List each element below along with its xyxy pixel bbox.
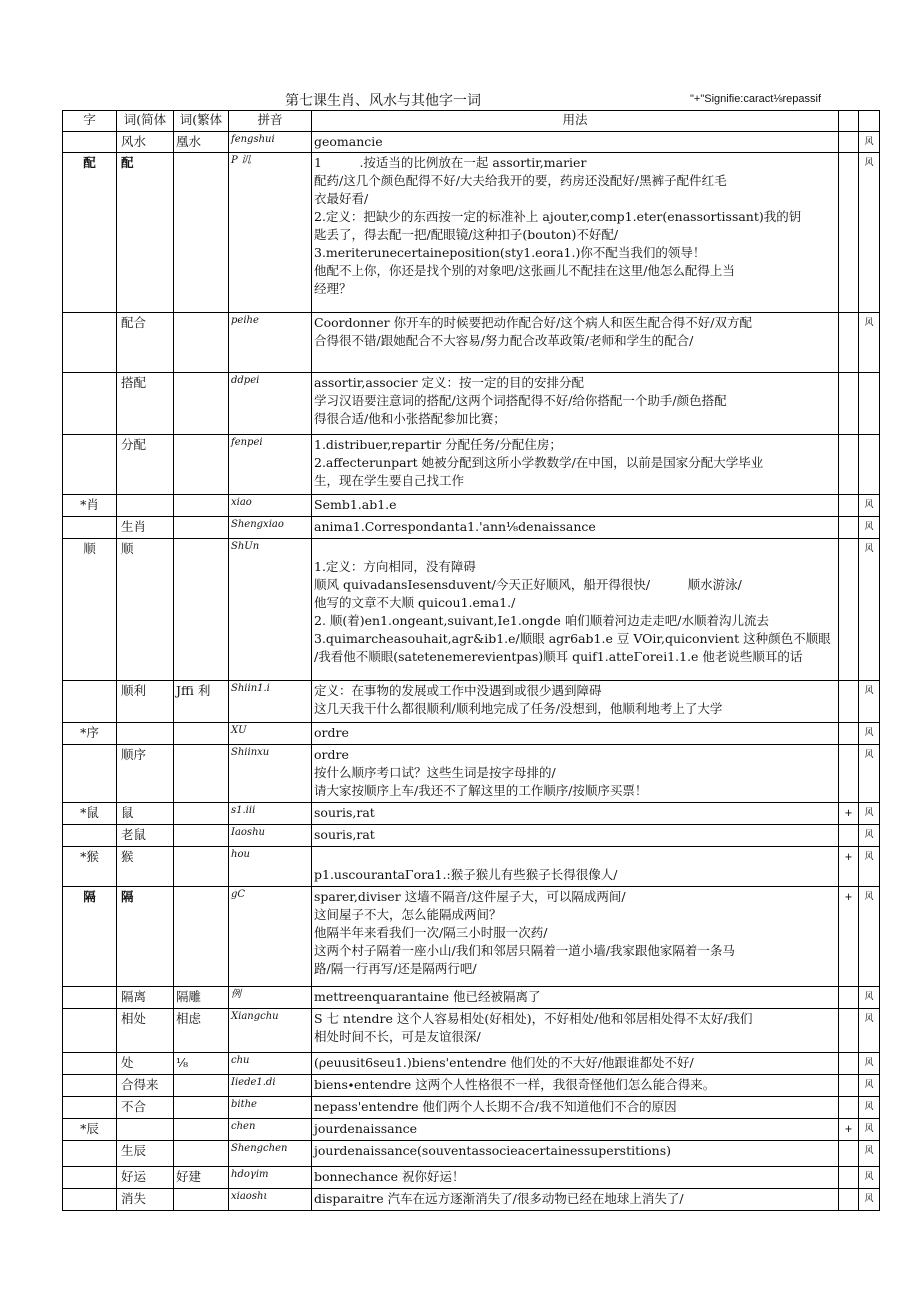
table-row — [63, 1075, 880, 1097]
row-character — [63, 681, 117, 723]
row-radical-mark: 风 — [859, 745, 880, 803]
row-traditional-word — [174, 1141, 229, 1167]
row-simplified-word: 鼠 — [117, 803, 174, 825]
usage-line: biens∙entendre 这两个人性格很不一样，我很奇怪他们怎么能合得来。 — [314, 1077, 716, 1092]
row-plus-mark — [839, 1075, 859, 1097]
row-plus-mark — [839, 153, 859, 313]
row-plus-mark — [839, 539, 859, 681]
row-radical-mark: 风 — [859, 987, 880, 1009]
usage-line: 顺风 quivadansIesensduvent/今天正好顺风，船开得很快/ 顺水游泳/ — [314, 577, 742, 592]
row-pinyin: XU — [229, 723, 312, 745]
column-header-simplified: 词(简体 — [117, 111, 174, 132]
usage-line: 这几天我干什么都很顺利/顺利地完成了任务/没想到，他顺利地考上了大学 — [314, 701, 723, 716]
row-traditional-word — [174, 1189, 229, 1211]
row-plus-mark — [839, 435, 859, 495]
row-radical-mark — [859, 373, 880, 435]
usage-line: (ρeuusit6seu1.)biens'entendre 他们处的不大好/他跟谁都处不好/ — [314, 1055, 694, 1070]
column-header-usage: 用法 — [312, 111, 839, 132]
usage-line: disparaitre 汽车在远方逐渐消失了/很多动物已经在地球上消失了/ — [314, 1191, 684, 1206]
row-plus-mark — [839, 1009, 859, 1053]
row-simplified-word: 配 — [117, 153, 174, 313]
table-row — [63, 153, 880, 313]
row-radical-mark: 风 — [859, 1119, 880, 1141]
row-usage — [312, 745, 839, 803]
row-traditional-word: 隔雕 — [174, 987, 229, 1009]
usage-line: sparer,diviser 这墙不隔音/这件屋子大，可以隔成两间/ — [314, 889, 626, 904]
table-header-row — [63, 111, 880, 132]
row-simplified-word: 隔 — [117, 887, 174, 987]
usage-line: 这间屋子不大，怎么能隔成两间？ — [314, 907, 502, 922]
usage-line: S 七 ntendre 这个人容易相处(好相处)，不好相处/他和邻居相处得不太好/我们 — [314, 1011, 753, 1026]
column-header-radical — [859, 111, 880, 132]
row-character — [63, 1009, 117, 1053]
row-plus-mark: + — [839, 887, 859, 987]
row-usage — [312, 1053, 839, 1075]
row-radical-mark: 风 — [859, 825, 880, 847]
table-row — [63, 1009, 880, 1053]
row-plus-mark — [839, 1189, 859, 1211]
usage-line: geomancie — [314, 134, 383, 149]
usage-line: bonnechance 祝你好运！ — [314, 1169, 465, 1184]
table-row — [63, 1189, 880, 1211]
table-row — [63, 1097, 880, 1119]
row-radical-mark: 风 — [859, 1189, 880, 1211]
row-plus-mark — [839, 517, 859, 539]
usage-line: 1.distribuer,repartir 分配任务/分配住房； — [314, 437, 562, 452]
row-simplified-word: 老鼠 — [117, 825, 174, 847]
row-plus-mark — [839, 1053, 859, 1075]
usage-line: 匙丢了，得去配一把/配眼镜/这种扣子(bouton)不好配/ — [314, 227, 619, 242]
page-title: 第七课生肖、风水与其他字一词 — [285, 93, 481, 109]
table-row — [63, 745, 880, 803]
row-plus-mark: + — [839, 1119, 859, 1141]
row-usage — [312, 517, 839, 539]
row-pinyin: Shiin1.i — [229, 681, 312, 723]
row-usage — [312, 681, 839, 723]
row-usage — [312, 373, 839, 435]
row-traditional-word — [174, 803, 229, 825]
row-plus-mark — [839, 723, 859, 745]
table-row — [63, 539, 880, 681]
usage-line: jourdenaissance — [314, 1121, 418, 1136]
row-usage — [312, 495, 839, 517]
row-usage — [312, 723, 839, 745]
row-pinyin: Shengxiao — [229, 517, 312, 539]
usage-line: 他隔半年来看我们一次/隔三小时服一次药/ — [314, 925, 548, 940]
row-radical-mark: 风 — [859, 1141, 880, 1167]
usage-line: 得很合适/他和小张搭配参加比赛； — [314, 411, 506, 426]
row-usage — [312, 313, 839, 373]
usage-line: 定义：在事物的发展或工作中没遇到或很少遇到障碍 — [314, 683, 602, 698]
row-usage — [312, 153, 839, 313]
row-simplified-word: 生辰 — [117, 1141, 174, 1167]
row-pinyin: xiao — [229, 495, 312, 517]
table-row — [63, 1167, 880, 1189]
row-traditional-word: 凰水 — [174, 132, 229, 153]
row-plus-mark — [839, 1097, 859, 1119]
row-radical-mark: 风 — [859, 1075, 880, 1097]
table-row — [63, 847, 880, 887]
row-simplified-word: 消失 — [117, 1189, 174, 1211]
row-character — [63, 1075, 117, 1097]
row-usage — [312, 435, 839, 495]
row-simplified-word — [117, 723, 174, 745]
row-usage — [312, 987, 839, 1009]
row-simplified-word: 猴 — [117, 847, 174, 887]
row-plus-mark — [839, 1141, 859, 1167]
table-body — [63, 132, 880, 1211]
row-pinyin: Shengchen — [229, 1141, 312, 1167]
row-usage — [312, 539, 839, 681]
usage-line: ordre — [314, 725, 349, 740]
row-simplified-word — [117, 1119, 174, 1141]
row-radical-mark: 风 — [859, 313, 880, 373]
row-radical-mark: 风 — [859, 1167, 880, 1189]
row-character: *辰 — [63, 1119, 117, 1141]
row-traditional-word — [174, 1119, 229, 1141]
usage-line: 3.meriterunecertaineposition(sty1.eora1.)你不配当我们的领导！ — [314, 245, 706, 260]
row-radical-mark: 风 — [859, 803, 880, 825]
row-traditional-word — [174, 745, 229, 803]
table-row — [63, 495, 880, 517]
row-character — [63, 373, 117, 435]
usage-line: /我看他不顺眼(satetenemerevientpas)顺耳 quif1.atteΓorei1.1.e 他老说些顺耳的话 — [314, 649, 803, 664]
row-simplified-word: 顺利 — [117, 681, 174, 723]
usage-line: p1.uscourantaΓora1.:猴子猴儿有些猴子长得很像人/ — [314, 867, 618, 882]
row-usage — [312, 1119, 839, 1141]
row-usage — [312, 132, 839, 153]
row-pinyin: ShUn — [229, 539, 312, 681]
column-header-traditional: 词(繁体 — [174, 111, 229, 132]
row-simplified-word: 搭配 — [117, 373, 174, 435]
row-traditional-word — [174, 1075, 229, 1097]
row-character — [63, 745, 117, 803]
row-character: *鼠 — [63, 803, 117, 825]
row-traditional-word — [174, 313, 229, 373]
table-row — [63, 313, 880, 373]
row-pinyin: 例 — [229, 987, 312, 1009]
row-simplified-word: 风水 — [117, 132, 174, 153]
row-pinyin: P 讥 — [229, 153, 312, 313]
row-traditional-word: Jffi 利 — [174, 681, 229, 723]
header-note: "+"Signifie:caract⅛repassif — [690, 93, 822, 105]
table-row — [63, 681, 880, 723]
row-traditional-word: 相虑 — [174, 1009, 229, 1053]
table-row — [63, 1141, 880, 1167]
usage-line: souris,rat — [314, 827, 375, 842]
table-row — [63, 373, 880, 435]
usage-line: 2.定义：把缺少的东西按一定的标准补上 ajouter,comp1.eter(enassortissant)我的钥 — [314, 209, 802, 224]
usage-line: souris,rat — [314, 805, 375, 820]
row-traditional-word: 好建 — [174, 1167, 229, 1189]
row-usage — [312, 825, 839, 847]
row-simplified-word: 好运 — [117, 1167, 174, 1189]
usage-line — [314, 848, 836, 866]
row-character — [63, 1189, 117, 1211]
row-plus-mark — [839, 373, 859, 435]
table-row — [63, 987, 880, 1009]
row-character — [63, 1053, 117, 1075]
usage-line: 他配不上你，你还是找个别的对象吧/这张画儿不配挂在这里/他怎么配得上当 — [314, 263, 735, 278]
row-pinyin: ddpei — [229, 373, 312, 435]
row-usage — [312, 1141, 839, 1167]
row-usage — [312, 847, 839, 887]
row-plus-mark — [839, 681, 859, 723]
usage-line — [314, 540, 836, 558]
row-character: *序 — [63, 723, 117, 745]
usage-line: 1.定义：方向相同，没有障碍 — [314, 559, 476, 574]
row-character: 配 — [63, 153, 117, 313]
row-character — [63, 1167, 117, 1189]
usage-line: 经理？ — [314, 281, 352, 296]
row-traditional-word — [174, 887, 229, 987]
row-simplified-word: 隔离 — [117, 987, 174, 1009]
row-pinyin: gC — [229, 887, 312, 987]
vocabulary-table — [62, 110, 880, 1211]
row-pinyin: fenpei — [229, 435, 312, 495]
usage-line: anima1.Correspondanta1.'ann⅛denaissance — [314, 519, 596, 534]
row-pinyin: hou — [229, 847, 312, 887]
row-usage — [312, 1097, 839, 1119]
table-row — [63, 887, 880, 987]
row-pinyin: Iiede1.di — [229, 1075, 312, 1097]
usage-line: 3.quimarcheasouhait,agr&ib1.e/顺眼 agr6ab1.e 豆 VOir,quiconvient 这种颜色不顺眼 — [314, 631, 831, 646]
row-radical-mark: 风 — [859, 539, 880, 681]
row-pinyin: chu — [229, 1053, 312, 1075]
row-traditional-word: ⅛ — [174, 1053, 229, 1075]
usage-line: 合得很不错/跟她配合不大容易/努力配合改革政策/老师和学生的配合/ — [314, 333, 694, 348]
row-simplified-word: 顺序 — [117, 745, 174, 803]
row-simplified-word: 生肖 — [117, 517, 174, 539]
row-character — [63, 825, 117, 847]
row-pinyin: hdoγim — [229, 1167, 312, 1189]
usage-line: 这两个村子隔着一座小山/我们和邻居只隔着一道小墙/我家跟他家隔着一条马 — [314, 943, 735, 958]
row-plus-mark — [839, 825, 859, 847]
row-character: 顺 — [63, 539, 117, 681]
row-traditional-word — [174, 373, 229, 435]
column-header-plus — [839, 111, 859, 132]
table-row — [63, 1119, 880, 1141]
row-simplified-word: 合得来 — [117, 1075, 174, 1097]
row-radical-mark — [859, 435, 880, 495]
row-traditional-word — [174, 539, 229, 681]
usage-line: 请大家按顺序上车/我还不了解这里的工作顺序/按顺序买票！ — [314, 783, 648, 798]
row-radical-mark: 风 — [859, 132, 880, 153]
usage-line: 2.affecterunpart 她被分配到这所小学教数学/在中国，以前是国家分配大学毕业 — [314, 455, 764, 470]
column-header-pinyin: 拼音 — [229, 111, 312, 132]
row-usage — [312, 1075, 839, 1097]
row-simplified-word: 相处 — [117, 1009, 174, 1053]
row-character — [63, 435, 117, 495]
row-plus-mark — [839, 132, 859, 153]
row-traditional-word — [174, 825, 229, 847]
table-row — [63, 1053, 880, 1075]
row-pinyin: s1.iii — [229, 803, 312, 825]
row-plus-mark — [839, 313, 859, 373]
row-usage — [312, 1167, 839, 1189]
row-radical-mark: 风 — [859, 681, 880, 723]
row-character: *猴 — [63, 847, 117, 887]
usage-line: 学习汉语要注意词的搭配/这两个词搭配得不好/给你搭配一个助手/颜色搭配 — [314, 393, 727, 408]
row-radical-mark: 风 — [859, 153, 880, 313]
row-pinyin: peihe — [229, 313, 312, 373]
row-radical-mark: 风 — [859, 517, 880, 539]
row-simplified-word: 处 — [117, 1053, 174, 1075]
column-header-char: 字 — [63, 111, 117, 132]
table-row — [63, 435, 880, 495]
row-radical-mark: 风 — [859, 887, 880, 987]
row-simplified-word: 不合 — [117, 1097, 174, 1119]
row-usage — [312, 1009, 839, 1053]
table-row — [63, 723, 880, 745]
row-traditional-word — [174, 517, 229, 539]
usage-line: 按什么顺序考口试？这些生词是按字母排的/ — [314, 765, 556, 780]
row-radical-mark: 风 — [859, 1097, 880, 1119]
row-plus-mark — [839, 745, 859, 803]
row-pinyin: Shiinxu — [229, 745, 312, 803]
usage-line: 1 .按适当的比例放在一起 assortir,marier — [314, 155, 587, 170]
row-radical-mark: 风 — [859, 723, 880, 745]
row-plus-mark — [839, 495, 859, 517]
row-character — [63, 1141, 117, 1167]
usage-line: Semb1.ab1.e — [314, 497, 397, 512]
row-pinyin: xiaoshι — [229, 1189, 312, 1211]
usage-line: 衣最好看/ — [314, 191, 369, 206]
row-character — [63, 132, 117, 153]
usage-line: jourdenaissance(souventassocieacertainessuperstitions) — [314, 1143, 671, 1158]
usage-line: assortir,associer 定义：按一定的目的安排分配 — [314, 375, 585, 390]
row-traditional-word — [174, 723, 229, 745]
row-usage — [312, 1189, 839, 1211]
row-radical-mark: 风 — [859, 1009, 880, 1053]
row-pinyin: Iaoshu — [229, 825, 312, 847]
row-character — [63, 313, 117, 373]
table-row — [63, 825, 880, 847]
document-header — [0, 90, 920, 110]
row-simplified-word: 分配 — [117, 435, 174, 495]
usage-line: mettreenquarantaine 他已经被隔离了 — [314, 989, 541, 1004]
row-radical-mark: 风 — [859, 1053, 880, 1075]
row-plus-mark — [839, 1167, 859, 1189]
row-simplified-word — [117, 495, 174, 517]
usage-line: 他写的文章不大顺 quicou1.ema1./ — [314, 595, 516, 610]
row-traditional-word — [174, 435, 229, 495]
row-character: *肖 — [63, 495, 117, 517]
row-traditional-word — [174, 153, 229, 313]
row-pinyin: Xiangchu — [229, 1009, 312, 1053]
table-row — [63, 517, 880, 539]
usage-line: ordre — [314, 747, 349, 762]
usage-line: 相处时间不长，可是友谊很深/ — [314, 1029, 481, 1044]
usage-line: 2. 顺(着)en1.ongeant,suivant,Ie1.ongde 咱们顺着河边走走吧/水顺着沟儿流去 — [314, 613, 769, 628]
row-traditional-word — [174, 495, 229, 517]
row-usage — [312, 803, 839, 825]
row-plus-mark: + — [839, 803, 859, 825]
row-simplified-word: 配合 — [117, 313, 174, 373]
row-character — [63, 1097, 117, 1119]
row-traditional-word — [174, 847, 229, 887]
row-plus-mark: + — [839, 847, 859, 887]
row-character — [63, 517, 117, 539]
table-row — [63, 803, 880, 825]
usage-line: nepass'entendre 他们两个人长期不合/我不知道他们不合的原因 — [314, 1099, 677, 1114]
usage-line: 配药/这几个颜色配得不好/大夫给我开的要，药房还没配好/黑裤子配件红毛 — [314, 173, 727, 188]
row-pinyin: chen — [229, 1119, 312, 1141]
row-radical-mark: 风 — [859, 495, 880, 517]
row-simplified-word: 顺 — [117, 539, 174, 681]
table-row — [63, 132, 880, 153]
usage-line: 路/隔一行再写/还是隔两行吧/ — [314, 961, 477, 976]
row-usage — [312, 887, 839, 987]
row-plus-mark — [839, 987, 859, 1009]
row-radical-mark: 风 — [859, 847, 880, 887]
usage-line: Coordonner 你开车的时候要把动作配合好/这个病人和医生配合得不好/双方配 — [314, 315, 752, 330]
usage-line: 生，现在学生要自己找工作 — [314, 473, 465, 488]
row-pinyin: fengshui — [229, 132, 312, 153]
row-pinyin: bithe — [229, 1097, 312, 1119]
row-character — [63, 987, 117, 1009]
row-character: 隔 — [63, 887, 117, 987]
row-traditional-word — [174, 1097, 229, 1119]
